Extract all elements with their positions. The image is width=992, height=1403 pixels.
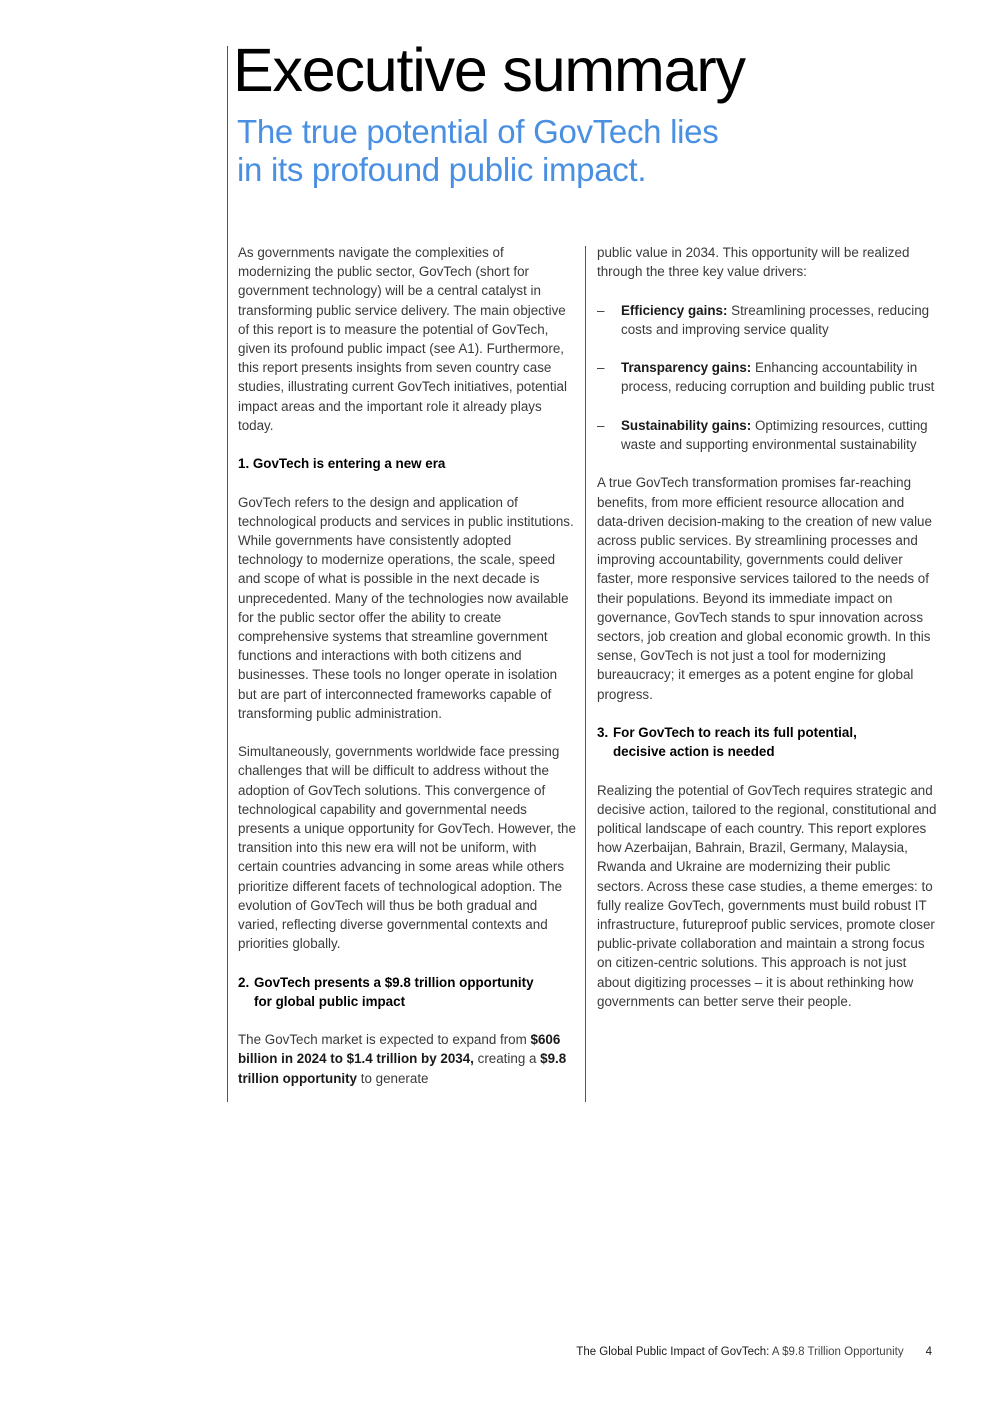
body-paragraph: A true GovTech transformation promises far-reaching benefits, from more efficient resource allocation and data-driven decision-making to the creation of new value across public services. By streamlining processes and improving accountability, governments could deliver faster, more responsive services tailored to the needs of their populations. Beyond its immediate impact on governance, GovTech stands to spur innovation across sectors, job creation and global economic growth. In this sense, GovTech is not just a tool for modernizing bureaucracy; it emerges as a potent engine for global progress.: [597, 475, 932, 702]
emphasis-text: $606 billion in 2024 to $1.4 trillion by 2034,: [238, 1032, 561, 1067]
right-column: [597, 243, 937, 1011]
footer-title: The Global Public Impact of GovTech:: [576, 1346, 770, 1358]
dash-bullet: –: [597, 360, 605, 376]
header-rule: [227, 46, 228, 1102]
list-item: [597, 416, 937, 454]
heading-number: 3.: [597, 725, 609, 740]
section-heading-3: [597, 723, 937, 761]
text-run: to generate: [357, 1070, 429, 1086]
driver-text: Optimizing resources, cutting waste and supporting environmental sustainability: [621, 417, 928, 452]
driver-text: Streamlining processes, reducing costs and improving service quality: [621, 302, 930, 337]
driver-label: Sustainability gains:: [621, 417, 752, 433]
heading-line-1: For GovTech to reach its full potential,: [613, 725, 857, 740]
page-footer: [576, 1346, 932, 1358]
heading-line-2: for global public impact: [254, 993, 406, 1009]
section-heading-2: [238, 973, 578, 1011]
page-number: 4: [925, 1346, 932, 1358]
text-run: creating a: [473, 1051, 541, 1067]
dash-bullet: –: [597, 417, 605, 433]
value-drivers-list: [597, 301, 937, 455]
list-item: [597, 358, 937, 396]
driver-label: Transparency gains:: [621, 360, 752, 376]
dash-bullet: –: [597, 302, 605, 318]
left-column: [238, 243, 578, 1088]
text-run: The GovTech market is expected to expand from: [238, 1032, 531, 1048]
body-paragraph: [238, 1030, 578, 1088]
intro-paragraph: As governments navigate the complexities of modernizing the public sector, GovTech (short for government technology) will be a central catalyst in transforming public service delivery. The main objective of this report is to measure the potential of GovTech, given its profound public impact (see A1). Furthermore, this report presents insights from seven country case studies, illustrating current GovTech initiatives, potential impact areas and the important role it already plays today.: [238, 245, 567, 433]
body-paragraph: public value in 2034. This opportunity will be realized through the three key value drivers:: [597, 245, 910, 280]
driver-label: Efficiency gains:: [621, 302, 728, 318]
list-item: [597, 301, 937, 339]
body-paragraph: Realizing the potential of GovTech requires strategic and decisive action, tailored to the regional, constitutional and political landscape of each country. This report explores how Azerbaijan, Bahrain, Brazil, Germany, Malaysia, Rwanda and Ukraine are modernizing their public sectors. Across these case studies, a theme emerges: to fully realize GovTech, governments must build robust IT infrastructure, futureproof public services, promote closer public-private collaboration and maintain a strong focus on citizen-centric solutions. This approach is not just about digitizing processes – it is about rethinking how governments can better serve their people.: [597, 782, 937, 1009]
body-paragraph: GovTech refers to the design and application of technological products and services in public institutions. While governments have consistently adopted technology to modernize operations, the scale, speed and scope of what is possible in the next decade is unprecedented. Many of the technologies now available for the public sector offer the ability to create comprehensive systems that streamline government functions and interactions with both citizens and businesses. These tools no longer operate in isolation but are part of interconnected frameworks capable of transforming public administration.: [238, 494, 574, 721]
column-divider: [585, 246, 586, 1102]
body-paragraph: Simultaneously, governments worldwide face pressing challenges that will be difficult to address without the adoption of GovTech solutions. This convergence of technological capability and governmental needs presents a unique opportunity for GovTech. However, the transition into this new era will not be uniform, with certain countries advancing in some areas while others prioritize different facets of technological adoption. The evolution of GovTech will thus be both gradual and varied, reflecting diverse governmental contexts and priorities globally.: [238, 744, 576, 952]
subtitle-line-1: The true potential of GovTech lies: [237, 113, 719, 150]
heading-number: 2.: [238, 974, 250, 990]
heading-line-1: GovTech presents a $9.8 trillion opportunity: [254, 974, 534, 990]
heading-line-2: decisive action is needed: [613, 744, 775, 760]
page-subtitle: [237, 113, 718, 189]
section-heading-1: 1. GovTech is entering a new era: [238, 456, 446, 472]
page-title: Executive summary: [233, 36, 745, 104]
driver-text: Enhancing accountability in process, reducing corruption and building public trust: [621, 360, 935, 395]
subtitle-line-2: in its profound public impact.: [237, 151, 647, 188]
emphasis-text: $9.8 trillion opportunity: [238, 1051, 567, 1086]
footer-subtitle: A $9.8 Trillion Opportunity: [769, 1346, 904, 1358]
